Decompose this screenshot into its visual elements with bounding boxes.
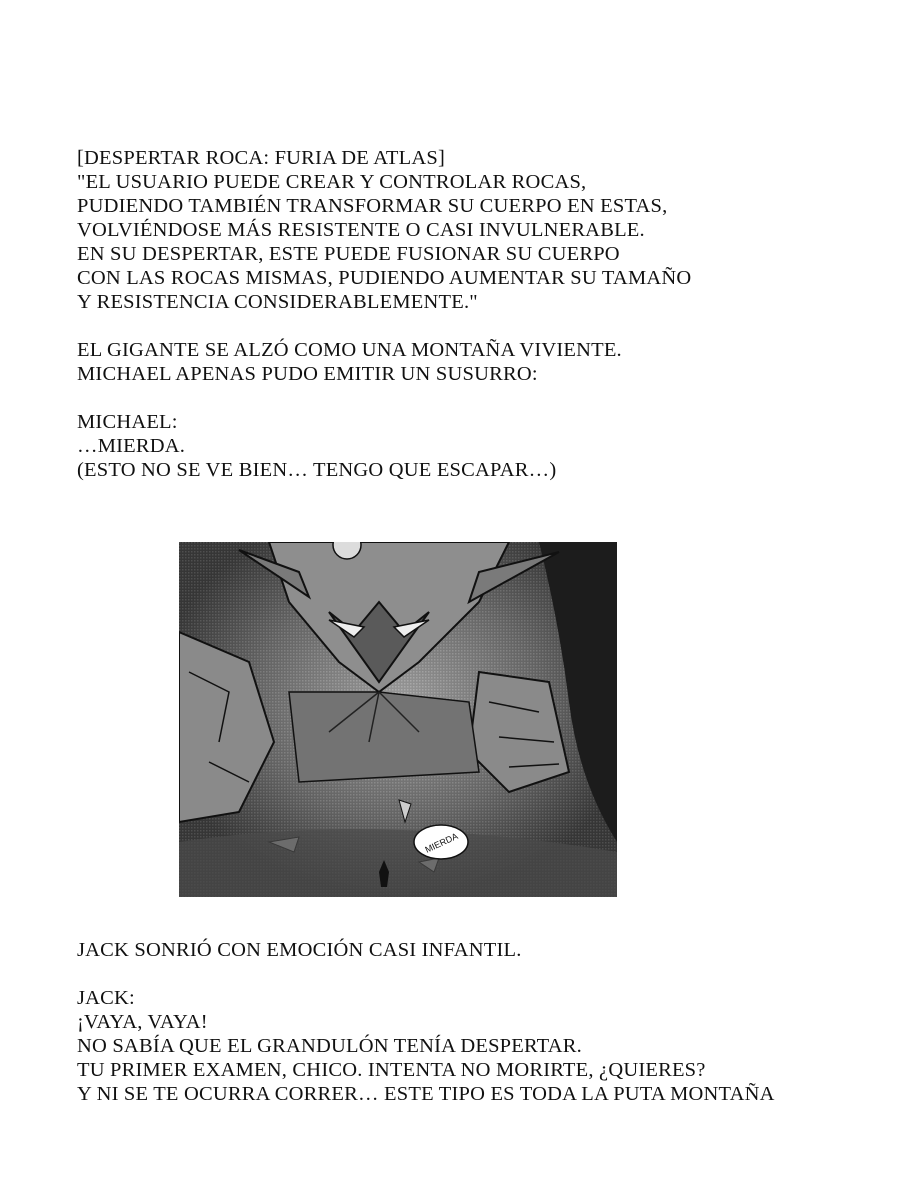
narration-giant	[77, 338, 622, 386]
narration-jack	[77, 938, 522, 962]
narration-line: JACK SONRIÓ CON EMOCIÓN CASI INFANTIL.	[77, 939, 522, 961]
description-line: PUDIENDO TAMBIÉN TRANSFORMAR SU CUERPO EN ESTAS,	[77, 195, 668, 217]
dialogue-line: NO SABÍA QUE EL GRANDULÓN TENÍA DESPERTAR.	[77, 1035, 582, 1057]
description-line: Y RESISTENCIA CONSIDERABLEMENTE."	[77, 291, 478, 313]
rock-giant-illustration	[179, 542, 617, 897]
ability-description	[77, 146, 691, 314]
jack-dialogue	[77, 986, 775, 1106]
speaker-name: JACK:	[77, 987, 135, 1009]
ability-title: [DESPERTAR ROCA: FURIA DE ATLAS]	[77, 147, 446, 169]
dialogue-line: TU PRIMER EXAMEN, CHICO. INTENTA NO MORIRTE, ¿QUIERES?	[77, 1059, 706, 1081]
dialogue-line: …MIERDA.	[77, 435, 186, 457]
description-line: "EL USUARIO PUEDE CREAR Y CONTROLAR ROCAS,	[77, 171, 587, 193]
speech-bubble-text: MIERDA	[423, 830, 460, 855]
michael-dialogue	[77, 410, 556, 482]
speaker-name: MICHAEL:	[77, 411, 178, 433]
description-line: EN SU DESPERTAR, ESTE PUEDE FUSIONAR SU CUERPO	[77, 243, 620, 265]
dialogue-line: (ESTO NO SE VE BIEN… TENGO QUE ESCAPAR…)	[77, 459, 557, 481]
dialogue-line: ¡VAYA, VAYA!	[77, 1011, 208, 1033]
narration-line: MICHAEL APENAS PUDO EMITIR UN SUSURRO:	[77, 363, 538, 385]
description-line: VOLVIÉNDOSE MÁS RESISTENTE O CASI INVULNERABLE.	[77, 219, 645, 241]
manga-illustration-panel	[179, 542, 617, 897]
narration-line: EL GIGANTE SE ALZÓ COMO UNA MONTAÑA VIVIENTE.	[77, 339, 622, 361]
description-line: CON LAS ROCAS MISMAS, PUDIENDO AUMENTAR SU TAMAÑO	[77, 267, 692, 289]
dialogue-line: Y NI SE TE OCURRA CORRER… ESTE TIPO ES TODA LA PUTA MONTAÑA	[77, 1083, 775, 1105]
